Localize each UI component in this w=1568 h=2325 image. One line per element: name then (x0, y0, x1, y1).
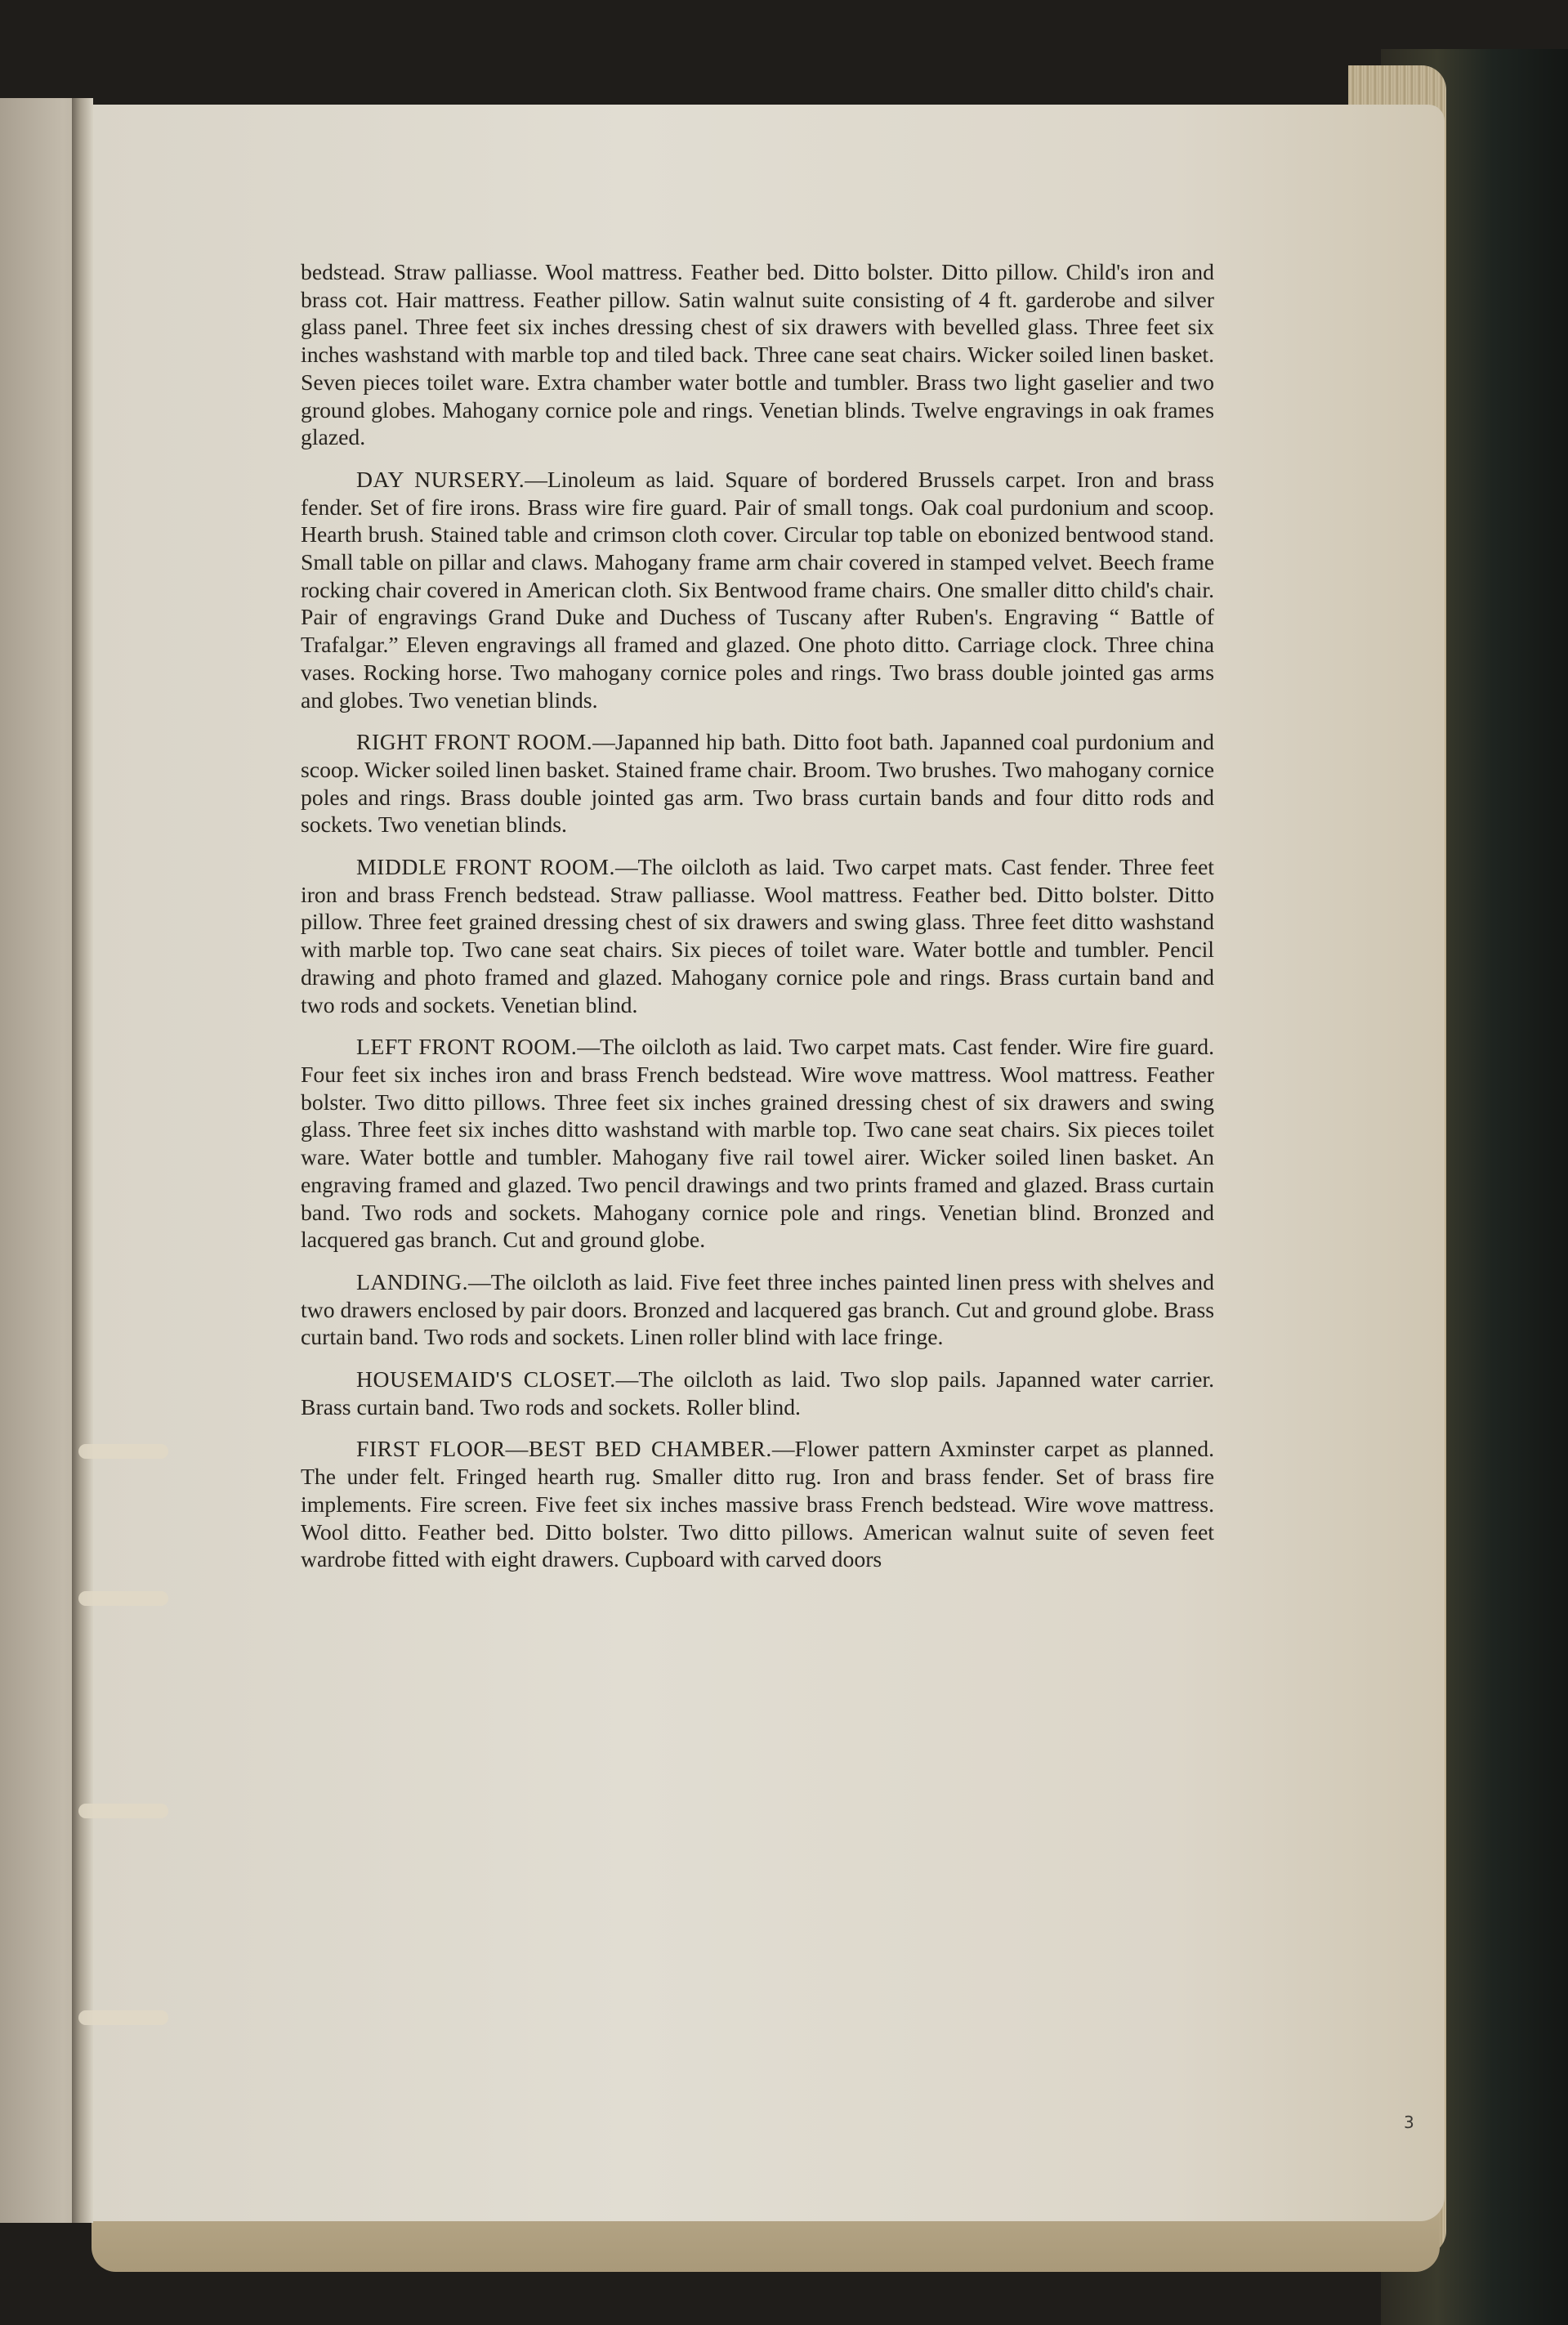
paragraph-body: —The oilcloth as laid. Two slop pails. Japanned water carrier. Brass curtain band. Two rods and sockets. Roller blind. (301, 1366, 1214, 1420)
section-heading: MIDDLE FRONT ROOM. (356, 854, 615, 880)
page-number: 3 (1404, 2113, 1414, 2132)
paragraph-body: —Japanned hip bath. Ditto foot bath. Japanned coal purdonium and scoop. Wicker soiled linen basket. Stained frame chair. Broom. Two brushes. Two mahogany cornice poles and rings. Brass double jointed gas arm. Two brass curtain bands and four ditto rods and sockets. Two venetian blinds. (301, 729, 1214, 838)
paragraph-housemaids-closet (301, 1366, 1214, 1420)
section-heading: FIRST FLOOR—BEST BED CHAMBER. (356, 1436, 772, 1462)
paragraph-body: —Flower pattern Axminster carpet as planned. The under felt. Fringed hearth rug. Smaller ditto rug. Iron and brass fender. Set of brass fire implements. Fire screen. Five feet six inches massive brass French bedstead. Wire wove mattress. Wool ditto. Feather bed. Ditto bolster. Two ditto pillows. American walnut suite of seven feet wardrobe fitted with eight drawers. Cupboard with carved doors (301, 1436, 1214, 1572)
paragraph-best-bed-chamber (301, 1435, 1214, 1573)
paragraph-middle-front-room (301, 853, 1214, 1018)
section-heading: HOUSEMAID'S CLOSET. (356, 1366, 616, 1393)
binding-stitch (78, 1804, 168, 1818)
binding-stitch (78, 2010, 168, 2025)
paragraph-right-front-room (301, 728, 1214, 838)
paragraph-left-front-room (301, 1033, 1214, 1254)
section-heading: DAY NURSERY. (356, 466, 525, 492)
section-heading: LANDING. (356, 1268, 469, 1294)
paragraph-body: —The oilcloth as laid. Five feet three inches painted linen press with shelves and two drawers enclosed by pair doors. Bronzed and lacquered gas branch. Cut and ground globe. Brass curtain band. Two rods and sockets. Linen roller blind with lace fringe. (301, 1268, 1214, 1350)
binding-gutter (72, 98, 93, 2223)
paragraph-body: —The oilcloth as laid. Two carpet mats. Cast fender. Three feet iron and brass French bedstead. Straw palliasse. Wool mattress. Feather bed. Ditto bolster. Ditto pillow. Three feet grained dressing chest of six drawers and swing glass. Three feet ditto washstand with marble top. Two cane seat chairs. Six pieces of toilet ware. Water bottle and tumbler. Pencil drawing and photo framed and glazed. Mahogany cornice pole and rings. Brass curtain band and two rods and sockets. Venetian blind. (301, 854, 1215, 1017)
binding-stitch (78, 1591, 168, 1606)
paragraph-body: —The oilcloth as laid. Two carpet mats. Cast fender. Wire fire guard. Four feet six inches iron and brass French bedstead. Wire wove mattress. Wool mattress. Feather bolster. Two ditto pillows. Three feet six inches grained dressing chest of six drawers and swing glass. Three feet six inches ditto washstand with marble top. Two cane seat chairs. Six pieces toilet ware. Water bottle and tumbler. Mahogany five rail towel airer. Wicker soiled linen basket. An engraving framed and glazed. Two pencil drawings and two prints framed and glazed. Brass curtain band. Two rods and sockets. Mahogany cornice pole and rings. Venetian blind. Bronzed and lacquered gas branch. Cut and ground globe. (301, 1034, 1215, 1253)
paragraph-landing (301, 1268, 1214, 1351)
section-heading: RIGHT FRONT ROOM. (356, 729, 593, 755)
paragraph-body: bedstead. Straw palliasse. Wool mattress. Feather bed. Ditto bolster. Ditto pillow. Child's iron and brass cot. Hair mattress. Feather pillow. Satin walnut suite consisting of 4 ft. garderobe and silver glass panel. Three feet six inches dressing chest of six drawers with bevelled glass. Three feet six inches washstand with marble top and tiled back. Three cane seat chairs. Wicker soiled linen basket. Seven pieces toilet ware. Extra chamber water bottle and tumbler. Brass two light gaselier and two ground globes. Mahogany cornice pole and rings. Venetian blinds. Twelve engravings in oak frames glazed. (301, 259, 1214, 450)
section-heading: LEFT FRONT ROOM. (356, 1034, 578, 1060)
document-body (301, 258, 1214, 1588)
binding-stitch (78, 1444, 168, 1459)
paragraph-bedroom-continued (301, 258, 1214, 451)
paragraph-body: —Linoleum as laid. Square of bordered Brussels carpet. Iron and brass fender. Set of fire irons. Brass wire fire guard. Pair of small tongs. Oak coal purdonium and scoop. Hearth brush. Stained table and crimson cloth cover. Circular top table on ebonized bentwood stand. Small table on pillar and claws. Mahogany frame arm chair covered in stamped velvet. Beech frame rocking chair covered in American cloth. Six Bentwood frame chairs. One smaller ditto child's chair. Pair of engravings Grand Duke and Duchess of Tuscany after Ruben's. Engraving “ Battle of Trafalgar.” Eleven engravings all framed and glazed. One photo ditto. Carriage clock. Three china vases. Rocking horse. Two mahogany cornice poles and rings. Two brass double jointed gas arms and globes. Two venetian blinds. (301, 466, 1215, 713)
paragraph-day-nursery (301, 466, 1214, 713)
